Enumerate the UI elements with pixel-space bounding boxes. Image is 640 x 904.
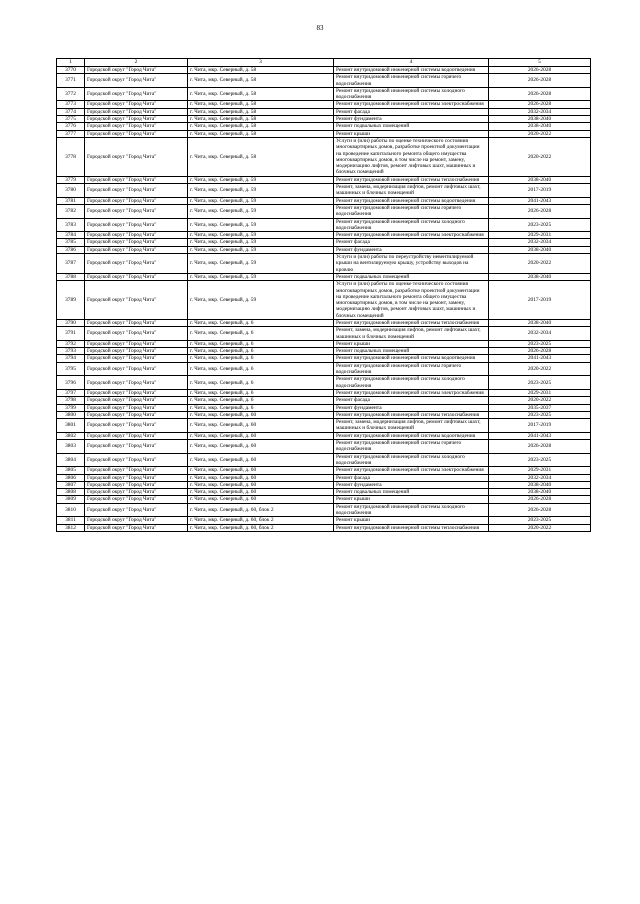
work-type-cell: Ремонт крыши (334, 130, 489, 137)
column-header: 5 (489, 59, 591, 67)
municipality-cell: Городской округ "Город Чита" (85, 87, 188, 101)
period-cell: 2026-2028 (489, 67, 591, 74)
table-row (57, 137, 591, 176)
address-cell: г. Чита, мкр. Северный, д. 58 (188, 130, 334, 137)
address-cell: г. Чита, мкр. Северный, д. 6 (188, 404, 334, 411)
period-cell: 2038-2040 (489, 273, 591, 280)
repair-schedule-table (56, 58, 591, 532)
period-cell: 2032-2034 (489, 108, 591, 115)
table-row (57, 419, 591, 433)
address-cell: г. Чита, мкр. Северный, д. 6 (188, 340, 334, 347)
address-cell: г. Чита, мкр. Северный, д. 59 (188, 218, 334, 232)
work-type-cell: Ремонт подвальных помещений (334, 123, 489, 130)
address-cell: г. Чита, мкр. Северный, д. 6 (188, 327, 334, 341)
table-row (57, 503, 591, 517)
municipality-cell: Городской округ "Город Чита" (85, 218, 188, 232)
row-number-cell: 3785 (57, 239, 85, 246)
address-cell: г. Чита, мкр. Северный, д. 59 (188, 281, 334, 320)
work-type-cell: Ремонт внутридомовой инженерной системы теплоснабжения (334, 411, 489, 418)
period-cell: 2023-2025 (489, 517, 591, 524)
municipality-cell: Городской округ "Город Чита" (85, 503, 188, 517)
row-number-cell: 3774 (57, 108, 85, 115)
work-type-cell: Ремонт, замена, модернизация лифтов, ремонт лифтовых шахт, машинных и блочных помещений (334, 419, 489, 433)
municipality-cell: Городской округ "Город Чита" (85, 246, 188, 253)
municipality-cell: Городской округ "Город Чита" (85, 340, 188, 347)
period-cell: 2038-2040 (489, 489, 591, 496)
table-row (57, 524, 591, 531)
municipality-cell: Городской округ "Город Чита" (85, 397, 188, 404)
municipality-cell: Городской округ "Город Чита" (85, 327, 188, 341)
municipality-cell: Городской округ "Город Чита" (85, 355, 188, 362)
period-cell: 2026-2028 (489, 204, 591, 218)
row-number-cell: 3773 (57, 101, 85, 108)
municipality-cell: Городской округ "Город Чита" (85, 184, 188, 198)
work-type-cell: Ремонт подвальных помещений (334, 489, 489, 496)
period-cell: 2026-2028 (489, 503, 591, 517)
row-number-cell: 3770 (57, 67, 85, 74)
municipality-cell: Городской округ "Город Чита" (85, 389, 188, 396)
address-cell: г. Чита, мкр. Северный, д. 58 (188, 87, 334, 101)
period-cell: 2038-2040 (489, 319, 591, 326)
period-cell: 2026-2028 (489, 348, 591, 355)
row-number-cell: 3811 (57, 517, 85, 524)
table-row (57, 246, 591, 253)
period-cell: 2023-2025 (489, 376, 591, 390)
address-cell: г. Чита, мкр. Северный, д. 60, блок 2 (188, 503, 334, 517)
work-type-cell: Ремонт внутридомовой инженерной системы электроснабжения (334, 101, 489, 108)
table-row (57, 389, 591, 396)
municipality-cell: Городской округ "Город Чита" (85, 319, 188, 326)
table-row (57, 197, 591, 204)
row-number-cell: 3780 (57, 184, 85, 198)
table-row (57, 489, 591, 496)
period-cell: 2035-2037 (489, 404, 591, 411)
work-type-cell: Ремонт внутридомовой инженерной системы холодного водоснабжения (334, 503, 489, 517)
table-row (57, 130, 591, 137)
municipality-cell: Городской округ "Город Чита" (85, 123, 188, 130)
municipality-cell: Городской округ "Город Чита" (85, 254, 188, 274)
period-cell: 2038-2040 (489, 246, 591, 253)
table-row (57, 411, 591, 418)
municipality-cell: Городской округ "Город Чита" (85, 130, 188, 137)
period-cell: 2023-2025 (489, 453, 591, 467)
row-number-cell: 3790 (57, 319, 85, 326)
address-cell: г. Чита, мкр. Северный, д. 58 (188, 67, 334, 74)
row-number-cell: 3803 (57, 440, 85, 454)
period-cell: 2026-2028 (489, 87, 591, 101)
period-cell: 2041-2043 (489, 197, 591, 204)
row-number-cell: 3777 (57, 130, 85, 137)
work-type-cell: Ремонт фасада (334, 239, 489, 246)
municipality-cell: Городской округ "Город Чита" (85, 273, 188, 280)
address-cell: г. Чита, мкр. Северный, д. 6 (188, 355, 334, 362)
work-type-cell: Ремонт внутридомовой инженерной системы водоотведения (334, 432, 489, 439)
work-type-cell: Ремонт фасада (334, 397, 489, 404)
row-number-cell: 3799 (57, 404, 85, 411)
work-type-cell: Ремонт внутридомовой инженерной системы горячего водоснабжения (334, 74, 489, 88)
table-row (57, 254, 591, 274)
address-cell: г. Чита, мкр. Северный, д. 58 (188, 137, 334, 176)
row-number-cell: 3804 (57, 453, 85, 467)
municipality-cell: Городской округ "Город Чита" (85, 348, 188, 355)
table-row (57, 355, 591, 362)
table-row (57, 232, 591, 239)
row-number-cell: 3796 (57, 376, 85, 390)
period-cell: 2017-2019 (489, 419, 591, 433)
work-type-cell: Ремонт внутридомовой инженерной системы электроснабжения (334, 467, 489, 474)
municipality-cell: Городской округ "Город Чита" (85, 474, 188, 481)
address-cell: г. Чита, мкр. Северный, д. 60 (188, 467, 334, 474)
address-cell: г. Чита, мкр. Северный, д. 6 (188, 348, 334, 355)
municipality-cell: Городской округ "Город Чита" (85, 67, 188, 74)
row-number-cell: 3781 (57, 197, 85, 204)
row-number-cell: 3778 (57, 137, 85, 176)
municipality-cell: Городской округ "Город Чита" (85, 108, 188, 115)
work-type-cell: Ремонт внутридомовой инженерной системы электроснабжения (334, 389, 489, 396)
table-row (57, 453, 591, 467)
column-header: 4 (334, 59, 489, 67)
period-cell: 2032-2034 (489, 327, 591, 341)
address-cell: г. Чита, мкр. Северный, д. 60 (188, 411, 334, 418)
row-number-cell: 3779 (57, 176, 85, 183)
period-cell: 2041-2043 (489, 432, 591, 439)
table-row (57, 67, 591, 74)
work-type-cell: Ремонт внутридомовой инженерной системы горячего водоснабжения (334, 362, 489, 376)
municipality-cell: Городской округ "Город Чита" (85, 411, 188, 418)
work-type-cell: Ремонт внутридомовой инженерной системы холодного водоснабжения (334, 87, 489, 101)
period-cell: 2029-2031 (489, 467, 591, 474)
address-cell: г. Чита, мкр. Северный, д. 58 (188, 123, 334, 130)
table-row (57, 474, 591, 481)
table-row (57, 123, 591, 130)
work-type-cell: Ремонт крыши (334, 517, 489, 524)
municipality-cell: Городской округ "Город Чита" (85, 517, 188, 524)
address-cell: г. Чита, мкр. Северный, д. 58 (188, 101, 334, 108)
table-row (57, 340, 591, 347)
table-row (57, 176, 591, 183)
row-number-cell: 3772 (57, 87, 85, 101)
row-number-cell: 3812 (57, 524, 85, 531)
row-number-cell: 3787 (57, 254, 85, 274)
address-cell: г. Чита, мкр. Северный, д. 59 (188, 232, 334, 239)
address-cell: г. Чита, мкр. Северный, д. 60 (188, 419, 334, 433)
work-type-cell: Ремонт внутридомовой инженерной системы горячего водоснабжения (334, 204, 489, 218)
work-type-cell: Ремонт внутридомовой инженерной системы теплоснабжения (334, 176, 489, 183)
table-row (57, 362, 591, 376)
municipality-cell: Городской округ "Город Чита" (85, 440, 188, 454)
address-cell: г. Чита, мкр. Северный, д. 6 (188, 319, 334, 326)
address-cell: г. Чита, мкр. Северный, д. 60 (188, 496, 334, 503)
work-type-cell: Ремонт, замена, модернизация лифтов, ремонт лифтовых шахт, машинных и блочных помещений (334, 327, 489, 341)
period-cell: 2038-2040 (489, 481, 591, 488)
municipality-cell: Городской округ "Город Чита" (85, 496, 188, 503)
row-number-cell: 3789 (57, 281, 85, 320)
municipality-cell: Городской округ "Город Чита" (85, 281, 188, 320)
municipality-cell: Городской округ "Город Чита" (85, 239, 188, 246)
address-cell: г. Чита, мкр. Северный, д. 6 (188, 376, 334, 390)
table-row (57, 376, 591, 390)
address-cell: г. Чита, мкр. Северный, д. 59 (188, 273, 334, 280)
table-row (57, 440, 591, 454)
row-number-cell: 3776 (57, 123, 85, 130)
row-number-cell: 3791 (57, 327, 85, 341)
address-cell: г. Чита, мкр. Северный, д. 60, блок 2 (188, 517, 334, 524)
work-type-cell: Ремонт внутридомовой инженерной системы теплоснабжения (334, 524, 489, 531)
work-type-cell: Ремонт внутридомовой инженерной системы холодного водоснабжения (334, 218, 489, 232)
municipality-cell: Городской округ "Город Чита" (85, 176, 188, 183)
work-type-cell: Ремонт крыши (334, 496, 489, 503)
address-cell: г. Чита, мкр. Северный, д. 60 (188, 453, 334, 467)
period-cell: 2020-2022 (489, 137, 591, 176)
row-number-cell: 3782 (57, 204, 85, 218)
work-type-cell: Ремонт подвальных помещений (334, 348, 489, 355)
work-type-cell: Ремонт внутридомовой инженерной системы холодного водоснабжения (334, 376, 489, 390)
row-number-cell: 3797 (57, 389, 85, 396)
period-cell: 2026-2028 (489, 496, 591, 503)
period-cell: 2020-2022 (489, 362, 591, 376)
period-cell: 2032-2034 (489, 474, 591, 481)
work-type-cell: Ремонт фасада (334, 474, 489, 481)
row-number-cell: 3793 (57, 348, 85, 355)
period-cell: 2038-2040 (489, 123, 591, 130)
municipality-cell: Городской округ "Город Чита" (85, 376, 188, 390)
work-type-cell: Ремонт фундамента (334, 481, 489, 488)
row-number-cell: 3809 (57, 496, 85, 503)
address-cell: г. Чита, мкр. Северный, д. 59 (188, 184, 334, 198)
municipality-cell: Городской округ "Город Чита" (85, 524, 188, 531)
table-row (57, 496, 591, 503)
municipality-cell: Городской округ "Город Чита" (85, 362, 188, 376)
period-cell: 2023-2025 (489, 218, 591, 232)
work-type-cell: Ремонт подвальных помещений (334, 273, 489, 280)
table-row (57, 348, 591, 355)
row-number-cell: 3810 (57, 503, 85, 517)
table-row (57, 481, 591, 488)
address-cell: г. Чита, мкр. Северный, д. 60 (188, 474, 334, 481)
work-type-cell: Ремонт фундамента (334, 246, 489, 253)
table-row (57, 218, 591, 232)
row-number-cell: 3771 (57, 74, 85, 88)
table-row (57, 74, 591, 88)
municipality-cell: Городской округ "Город Чита" (85, 137, 188, 176)
address-cell: г. Чита, мкр. Северный, д. 58 (188, 108, 334, 115)
municipality-cell: Городской округ "Город Чита" (85, 74, 188, 88)
address-cell: г. Чита, мкр. Северный, д. 60 (188, 432, 334, 439)
row-number-cell: 3808 (57, 489, 85, 496)
period-cell: 2023-2025 (489, 411, 591, 418)
table-row (57, 184, 591, 198)
table-row (57, 319, 591, 326)
address-cell: г. Чита, мкр. Северный, д. 59 (188, 204, 334, 218)
period-cell: 2029-2031 (489, 232, 591, 239)
row-number-cell: 3786 (57, 246, 85, 253)
table-row (57, 517, 591, 524)
table-row (57, 281, 591, 320)
address-cell: г. Чита, мкр. Северный, д. 59 (188, 176, 334, 183)
column-header: 3 (188, 59, 334, 67)
row-number-cell: 3800 (57, 411, 85, 418)
row-number-cell: 3788 (57, 273, 85, 280)
period-cell: 2038-2040 (489, 176, 591, 183)
row-number-cell: 3806 (57, 474, 85, 481)
period-cell: 2029-2031 (489, 389, 591, 396)
period-cell: 2017-2019 (489, 184, 591, 198)
municipality-cell: Городской округ "Город Чита" (85, 453, 188, 467)
work-type-cell: Ремонт внутридомовой инженерной системы водоотведения (334, 197, 489, 204)
period-cell: 2017-2019 (489, 281, 591, 320)
work-type-cell: Ремонт фундамента (334, 116, 489, 123)
period-cell: 2020-2022 (489, 397, 591, 404)
row-number-cell: 3783 (57, 218, 85, 232)
work-type-cell: Услуги и (или) работы по оценке технического состояния многоквартирных домов, разработке проектной документации на проведение капитального ремонта общего имущества многоквартирных домов, в том числе на ремонт, замену, модернизацию лифтов, ремонт лифтовых шахт, машинных и блочных помещений (334, 281, 489, 320)
table-row (57, 116, 591, 123)
municipality-cell: Городской округ "Город Чита" (85, 489, 188, 496)
address-cell: г. Чита, мкр. Северный, д. 59 (188, 254, 334, 274)
address-cell: г. Чита, мкр. Северный, д. 6 (188, 389, 334, 396)
period-cell: 2026-2028 (489, 74, 591, 88)
row-number-cell: 3805 (57, 467, 85, 474)
period-cell: 2032-2034 (489, 239, 591, 246)
address-cell: г. Чита, мкр. Северный, д. 58 (188, 116, 334, 123)
table-row (57, 273, 591, 280)
work-type-cell: Ремонт внутридомовой инженерной системы холодного водоснабжения (334, 453, 489, 467)
work-type-cell: Услуги и (или) работы по переустройству невентилируемой крыши на вентилируемую крышу, устройству выходов на кровлю (334, 254, 489, 274)
address-cell: г. Чита, мкр. Северный, д. 58 (188, 74, 334, 88)
address-cell: г. Чита, мкр. Северный, д. 60 (188, 440, 334, 454)
period-cell: 2026-2028 (489, 101, 591, 108)
work-type-cell: Ремонт внутридомовой инженерной системы электроснабжения (334, 232, 489, 239)
row-number-cell: 3792 (57, 340, 85, 347)
address-cell: г. Чита, мкр. Северный, д. 59 (188, 197, 334, 204)
municipality-cell: Городской округ "Город Чита" (85, 197, 188, 204)
work-type-cell: Ремонт внутридомовой инженерной системы горячего водоснабжения (334, 440, 489, 454)
table-header-row (57, 59, 591, 67)
address-cell: г. Чита, мкр. Северный, д. 59 (188, 239, 334, 246)
column-header: 1 (57, 59, 85, 67)
table-row (57, 204, 591, 218)
address-cell: г. Чита, мкр. Северный, д. 6 (188, 397, 334, 404)
column-header: 2 (85, 59, 188, 67)
work-type-cell: Ремонт крыши (334, 340, 489, 347)
table-row (57, 404, 591, 411)
table-row (57, 397, 591, 404)
row-number-cell: 3794 (57, 355, 85, 362)
row-number-cell: 3784 (57, 232, 85, 239)
period-cell: 2038-2040 (489, 116, 591, 123)
address-cell: г. Чита, мкр. Северный, д. 6 (188, 362, 334, 376)
period-cell: 2041-2043 (489, 355, 591, 362)
municipality-cell: Городской округ "Город Чита" (85, 432, 188, 439)
work-type-cell: Ремонт внутридомовой инженерной системы водоотведения (334, 67, 489, 74)
period-cell: 2026-2028 (489, 440, 591, 454)
table-row (57, 239, 591, 246)
work-type-cell: Ремонт фундамента (334, 404, 489, 411)
table-row (57, 101, 591, 108)
table-row (57, 327, 591, 341)
period-cell: 2023-2025 (489, 340, 591, 347)
address-cell: г. Чита, мкр. Северный, д. 60 (188, 489, 334, 496)
work-type-cell: Услуги и (или) работы по оценке технического состояния многоквартирных домов, разработке проектной документации на проведение капитального ремонта общего имущества многоквартирных домов, в том числе на ремонт, замену, модернизацию лифтов, ремонт лифтовых шахт, машинных и блочных помещений (334, 137, 489, 176)
table-row (57, 467, 591, 474)
municipality-cell: Городской округ "Город Чита" (85, 481, 188, 488)
municipality-cell: Городской округ "Город Чита" (85, 467, 188, 474)
period-cell: 2020-2022 (489, 130, 591, 137)
row-number-cell: 3802 (57, 432, 85, 439)
municipality-cell: Городской округ "Город Чита" (85, 419, 188, 433)
municipality-cell: Городской округ "Город Чита" (85, 404, 188, 411)
municipality-cell: Городской округ "Город Чита" (85, 232, 188, 239)
address-cell: г. Чита, мкр. Северный, д. 59 (188, 246, 334, 253)
table-row (57, 108, 591, 115)
row-number-cell: 3795 (57, 362, 85, 376)
table-row (57, 87, 591, 101)
work-type-cell: Ремонт внутридомовой инженерной системы теплоснабжения (334, 319, 489, 326)
municipality-cell: Городской округ "Город Чита" (85, 204, 188, 218)
municipality-cell: Городской округ "Город Чита" (85, 101, 188, 108)
period-cell: 2020-2022 (489, 254, 591, 274)
row-number-cell: 3807 (57, 481, 85, 488)
address-cell: г. Чита, мкр. Северный, д. 60 (188, 481, 334, 488)
work-type-cell: Ремонт фасада (334, 108, 489, 115)
work-type-cell: Ремонт, замена, модернизация лифтов, ремонт лифтовых шахт, машинных и блочных помещений (334, 184, 489, 198)
municipality-cell: Городской округ "Город Чита" (85, 116, 188, 123)
row-number-cell: 3798 (57, 397, 85, 404)
row-number-cell: 3801 (57, 419, 85, 433)
address-cell: г. Чита, мкр. Северный, д. 60, блок 2 (188, 524, 334, 531)
row-number-cell: 3775 (57, 116, 85, 123)
work-type-cell: Ремонт внутридомовой инженерной системы водоотведения (334, 355, 489, 362)
period-cell: 2020-2022 (489, 524, 591, 531)
table-row (57, 432, 591, 439)
page-number: 83 (316, 24, 324, 32)
